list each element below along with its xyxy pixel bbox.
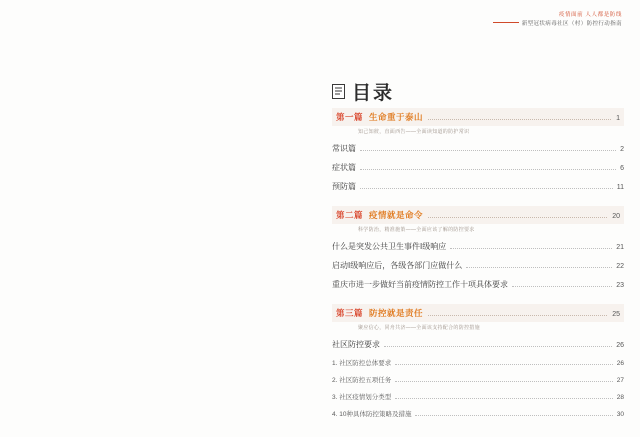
part-page-number: 1	[616, 115, 620, 122]
toc-entry[interactable]	[332, 375, 624, 384]
toc-entry-page: 11	[616, 184, 624, 191]
toc-entry-label: 重庆市进一步做好当前疫情防控工作十项具体要求	[332, 280, 508, 289]
leader-dots	[428, 216, 607, 218]
part-subtitle: 知己知彼，直面西告——全面读知道的防护常识	[358, 129, 470, 135]
part-number: 第一篇	[336, 112, 364, 122]
part-subtitle: 聚应信心，同舟共济——全面该支持配合的防控措施	[358, 325, 480, 331]
toc-entry-group	[332, 339, 624, 418]
toc-entry-label: 社区防控要求	[332, 340, 380, 349]
toc-entry[interactable]	[332, 260, 624, 271]
leader-dots	[395, 380, 613, 382]
part-name: 疫情就是命令	[369, 210, 424, 220]
leader-dots	[395, 363, 613, 365]
toc-entry-label: 4. 10种具体防控策略及措施	[332, 411, 412, 418]
toc-entry-group	[332, 241, 624, 290]
header-rule	[493, 22, 519, 23]
toc-entry-label: 启动I级响应后，各级各部门应做什么	[332, 261, 463, 270]
page-title	[332, 78, 394, 105]
toc-part-heading[interactable]	[332, 108, 624, 126]
part-name: 防控就是责任	[369, 308, 424, 318]
toc-entry[interactable]	[332, 409, 624, 418]
leader-dots	[450, 247, 612, 249]
leader-dots	[360, 149, 616, 151]
part-name: 生命重于泰山	[369, 112, 424, 122]
table-of-contents	[332, 108, 624, 418]
leader-dots	[428, 314, 607, 316]
toc-entry-page: 21	[616, 244, 624, 251]
toc-entry-label: 什么是突发公共卫生事件I级响应	[332, 242, 447, 251]
toc-entry-label: 3. 社区疫情划分类型	[332, 394, 392, 401]
toc-entry-page: 2	[620, 146, 624, 153]
toc-entry[interactable]	[332, 279, 624, 290]
toc-entry-page: 26	[616, 360, 624, 367]
toc-entry-group	[332, 143, 624, 192]
toc-entry-page: 6	[620, 165, 624, 172]
toc-entry-label: 症状篇	[332, 163, 356, 172]
leader-dots	[360, 187, 613, 189]
toc-entry-label: 2. 社区防控五项任务	[332, 377, 392, 384]
toc-entry-page: 23	[616, 282, 624, 289]
toc-entry[interactable]	[332, 241, 624, 252]
toc-entry[interactable]	[332, 143, 624, 154]
part-page-number: 25	[612, 311, 620, 318]
toc-part-1	[332, 108, 624, 192]
toc-entry[interactable]	[332, 392, 624, 401]
header-subtitle	[493, 21, 622, 28]
part-number: 第三篇	[336, 308, 364, 318]
leader-dots	[466, 266, 612, 268]
leader-dots	[428, 118, 611, 120]
toc-entry[interactable]	[332, 358, 624, 367]
leader-dots	[384, 345, 612, 347]
leader-dots	[415, 414, 612, 416]
part-subtitle: 科学防治，精准施策——全面应该了解的防控要求	[358, 227, 475, 233]
page-header	[493, 12, 622, 29]
page-title-label: 目录	[352, 82, 395, 104]
toc-part-heading[interactable]	[332, 206, 624, 224]
toc-part-heading[interactable]	[332, 304, 624, 322]
toc-entry-page: 26	[616, 342, 624, 349]
toc-entry[interactable]	[332, 339, 624, 350]
leader-dots	[360, 168, 616, 170]
toc-entry-page: 28	[616, 394, 624, 401]
toc-entry-label: 常识篇	[332, 144, 356, 153]
document-icon	[332, 84, 345, 99]
part-number: 第二篇	[336, 210, 364, 220]
toc-entry-page: 27	[616, 377, 624, 384]
part-page-number: 20	[612, 213, 620, 220]
toc-entry-label: 预防篇	[332, 182, 356, 191]
toc-entry[interactable]	[332, 181, 624, 192]
toc-entry[interactable]	[332, 162, 624, 173]
header-slogan: 疫情面前 人人都是防线	[558, 12, 622, 18]
leader-dots	[512, 285, 612, 287]
leader-dots	[395, 397, 613, 399]
toc-entry-page: 22	[616, 263, 624, 270]
toc-entry-label: 1. 社区防控总体要求	[332, 360, 392, 367]
header-subtitle-text: 新型冠状病毒社区（村）防控行动指南	[521, 21, 622, 28]
toc-part-2	[332, 206, 624, 290]
toc-part-3	[332, 304, 624, 418]
toc-entry-page: 30	[616, 411, 624, 418]
